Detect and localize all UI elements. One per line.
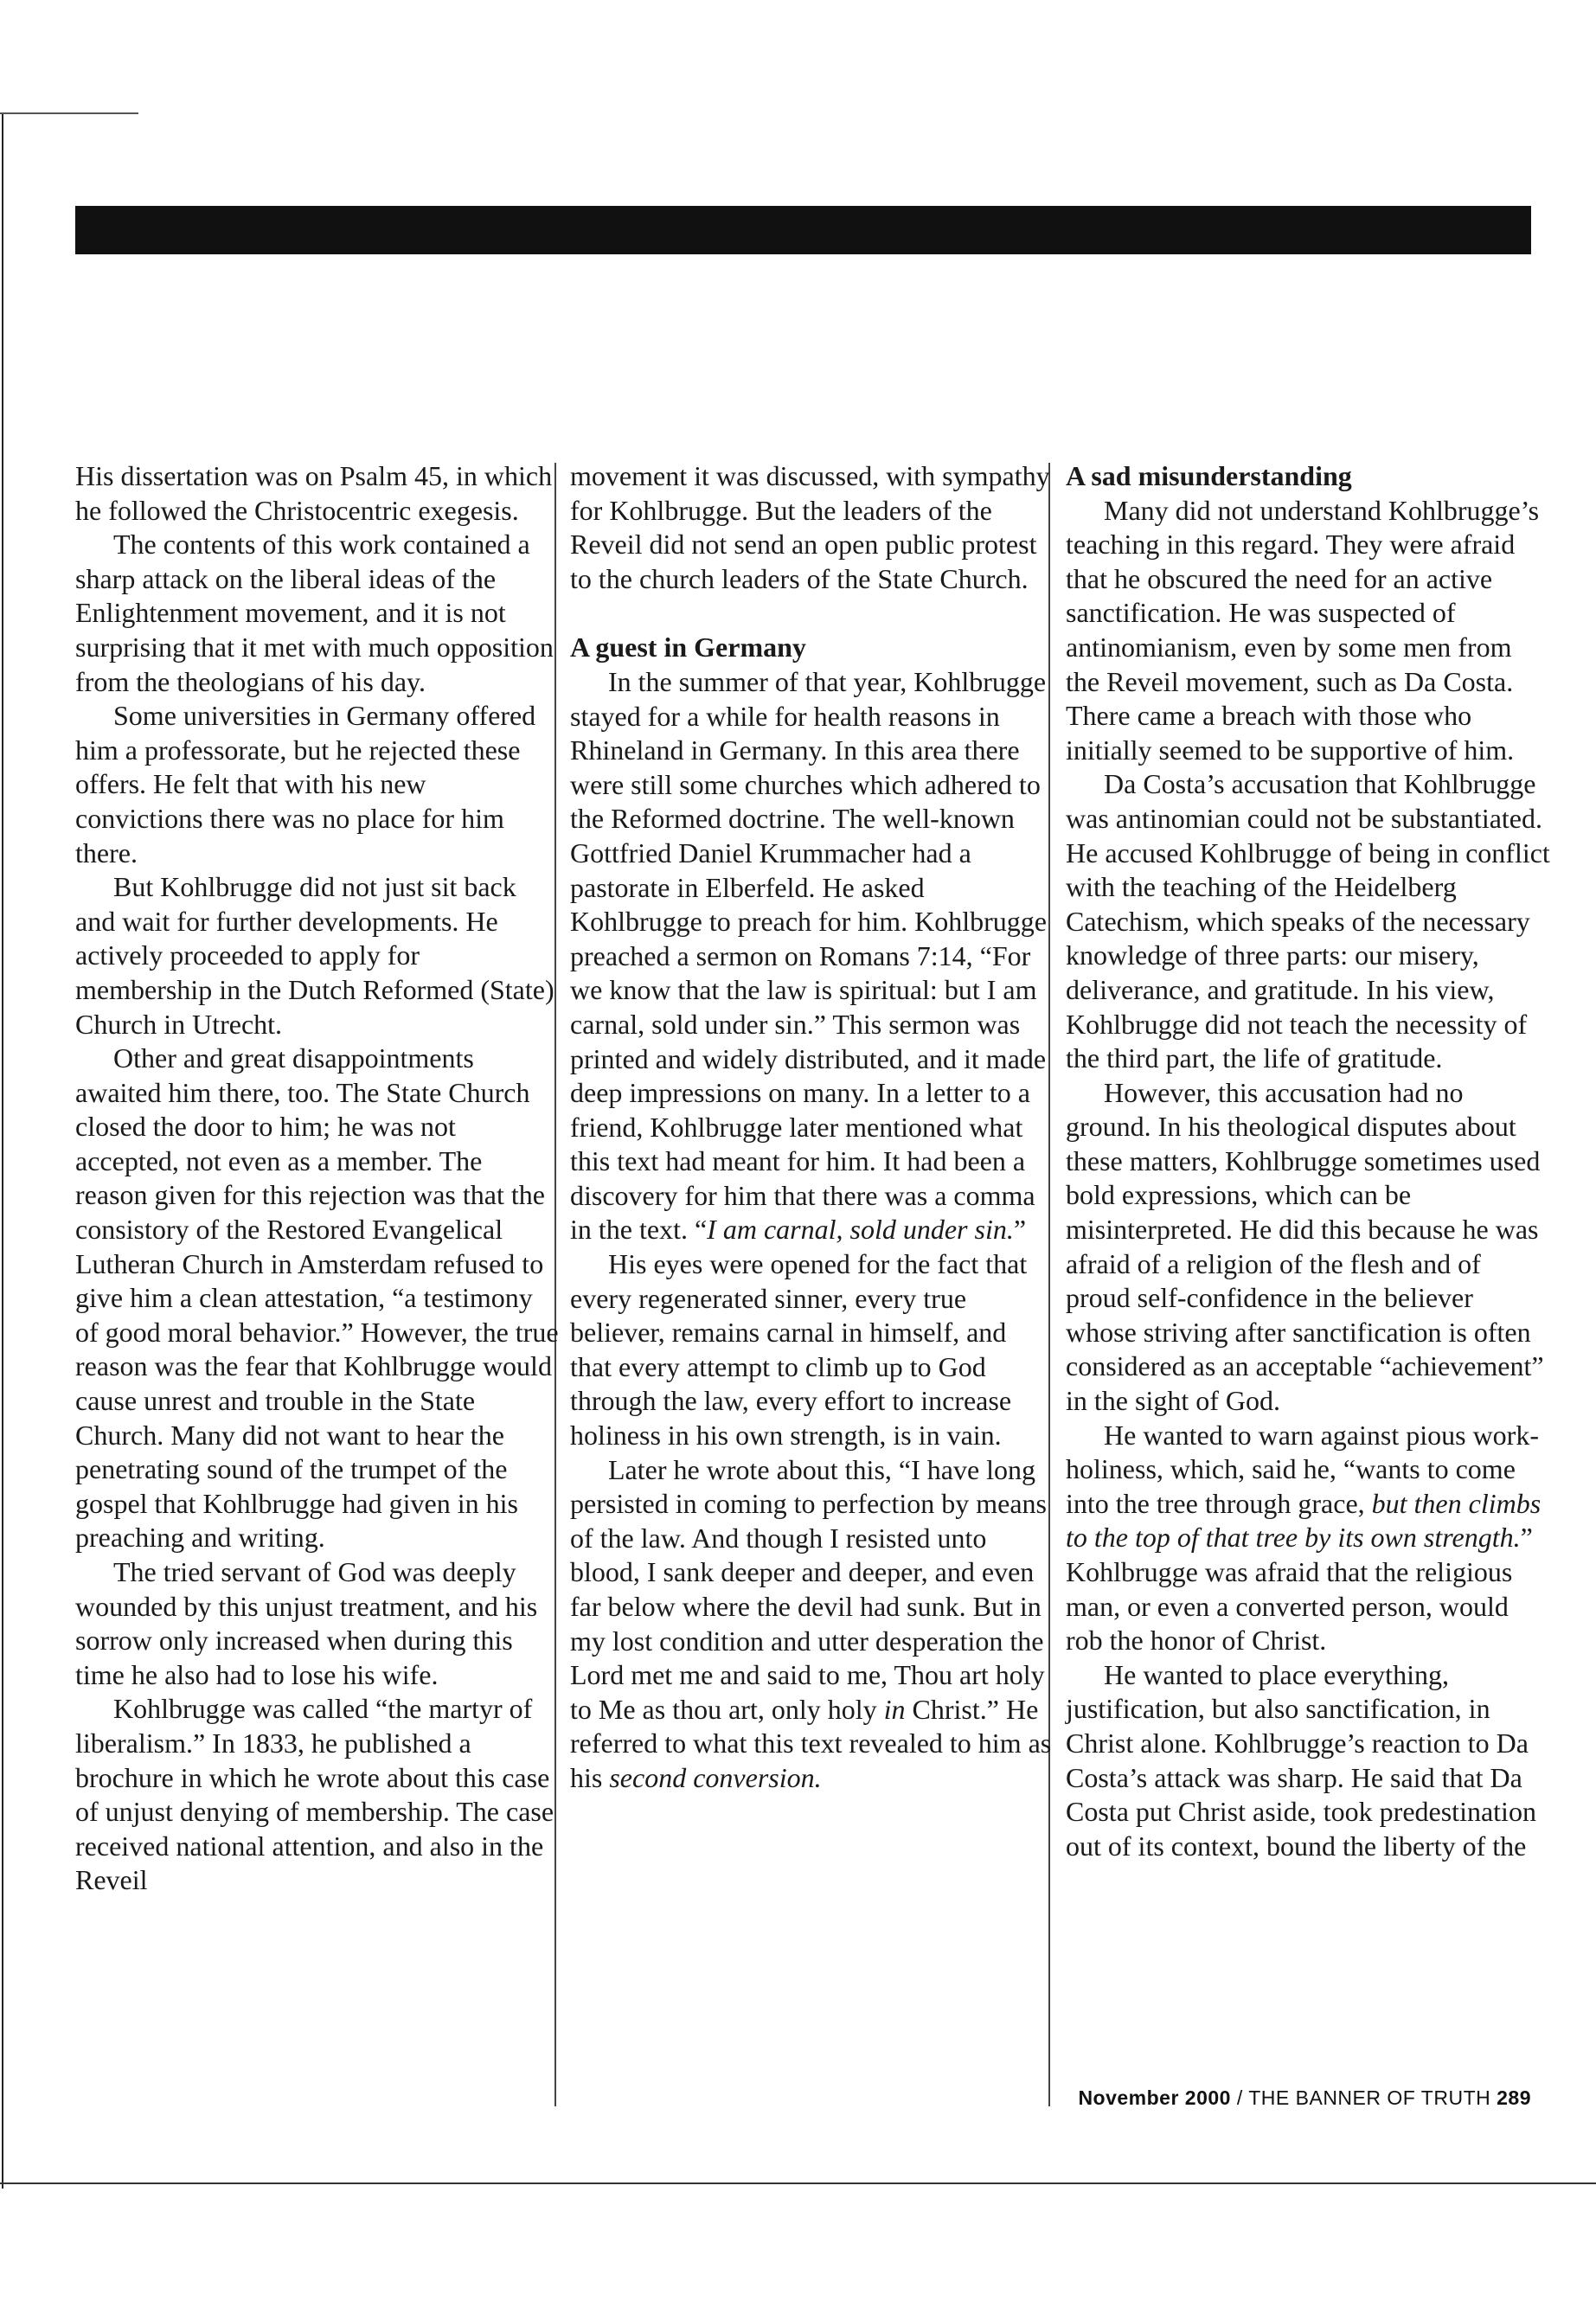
page-edge-left [2, 112, 3, 2189]
paragraph-text: Later he wrote about this, “I have long persisted in coming to perfection by means of the law. And though I resisted unto blood, I sank deeper and deeper, and even far below where the devil had sunk. But in my lost condition and utter desperation the Lord met me and said to me, Thou art holy to Me as thou art, only holy [570, 1453, 1047, 1725]
column-1 [75, 459, 560, 1898]
footer-separator: / [1230, 2086, 1249, 2109]
quote-open: “ [694, 1214, 708, 1246]
quote-close: ” [1013, 1214, 1027, 1246]
paragraph: However, this accusation had no ground. In his theological disputes about these matters, Kohlbrugge sometimes used bold expressions, which can be misinterpreted. He did this because he was afraid of a religion of the flesh and of proud self-confidence in the believer whose striving after sanctification is often considered as an acceptable “achievement” in the sight of God. [1066, 1076, 1544, 1417]
paragraph: He wanted to place everything, justification, but also sanctification, in Christ alone. Kohlbrugge’s reaction to Da Costa’s attack was sharp. He said that Da Costa put Christ aside, took predestination out of its context, bound the liberty of the [1066, 1658, 1536, 1862]
page-bottom-edge [0, 2182, 1596, 2184]
italic-text: in [883, 1693, 906, 1725]
page-edge-top [0, 112, 138, 114]
paragraph: Da Costa’s accusation that Kohlbrugge was antinomian could not be substantiated. He accused Kohlbrugge of being in conflict with the teaching of the Heidelberg Catechism, which speaks of the necessary knowledge of three parts: our misery, deliverance, and gratitude. In his view, Kohlbrugge did not teach the necessity of the third part, the life of gratitude. [1066, 768, 1550, 1074]
paragraph: Some universities in Germany offered him a professorate, but he rejected these offers. He felt that with his new convictions there was no place for him there. [75, 700, 536, 868]
header-bar [75, 206, 1531, 254]
footer-date: November 2000 [1078, 2086, 1231, 2109]
section-gap [570, 596, 1054, 631]
section-heading: A guest in Germany [570, 631, 806, 663]
italic-text: second conversion. [609, 1761, 822, 1793]
paragraph: The contents of this work contained a sharp attack on the liberal ideas of the Enlightenment movement, and it is not surprising that it met with much opposition from the theologians of his day. [75, 529, 554, 697]
italic-text: but then climbs to the top of that tree by its own strength. [1066, 1487, 1542, 1554]
paragraph: Other and great disappointments awaited him there, too. The State Church closed the door to him; he was not accepted, not even as a member. The reason given for this rejection was that the consistory of the Restored Evangelical Lutheran Church in Amsterdam refused to give him a clean attestation, “a testimony of good moral behavior.” However, the true reason was the fear that Kohlbrugge would cause unrest and trouble in the State Church. Many did not want to hear the penetrating sound of the trumpet of the gospel that Kohlbrugge had given in his preaching and writing. [75, 1042, 559, 1554]
paragraph-text: In the summer of that year, Kohlbrugge stayed for a while for health reasons in Rhineland in Germany. In this area there were still some churches which adhered to the Reformed doctrine. The well-known Gottfried Daniel Krummacher had a pastorate in Elberfeld. He asked Kohlbrugge to preach for him. Kohlbrugge preached a sermon on Romans 7:14, “For we know that the law is spiritual: but I am carnal, sold under sin.” This sermon was printed and widely distributed, and it made deep impressions on many. In a letter to a friend, Kohlbrugge later mentioned what this text had meant for him. It had been a discovery for him that there was a comma in the text. [570, 665, 1047, 1246]
paragraph [1066, 1419, 1550, 1658]
paragraph [570, 665, 1054, 1247]
paragraph-continued: movement it was discussed, with sympathy for Kohlbrugge. But the leaders of the Reveil did not send an open public protest to the church leaders of the State Church. [570, 460, 1050, 594]
paragraph: Kohlbrugge was called “the martyr of liberalism.” In 1833, he published a brochure in which he wrote about this case of unjust denying of membership. The case received national attention, and also in the Reveil [75, 1693, 554, 1896]
footer-publication: THE BANNER OF TRUTH [1248, 2086, 1491, 2109]
paragraph: But Kohlbrugge did not just sit back and wait for further developments. He actively proceeded to apply for membership in the Dutch Reformed (State) Church in Utrecht. [75, 871, 554, 1040]
paragraph-text: ” Kohlbrugge was afraid that the religious man, or even a converted person, would rob the honor of Christ. [1066, 1522, 1533, 1657]
paragraph: His dissertation was on Psalm 45, in which he followed the Christocentric exegesis. [75, 460, 553, 526]
italic-quote: I am carnal, sold under sin. [707, 1214, 1014, 1246]
column-3 [1066, 459, 1550, 1863]
page-number: 289 [1497, 2086, 1531, 2109]
paragraph-text: He wanted to warn against pious work-holiness, which, said he, “wants to come into the tree through grace, [1066, 1419, 1539, 1519]
column-2 [570, 459, 1054, 1796]
paragraph [570, 1453, 1054, 1796]
paragraph-text: Christ.” He referred to what this text revealed to him as his [570, 1693, 1052, 1793]
paragraph: The tried servant of God was deeply wounded by this unjust treatment, and his sorrow only increased when during this time he also had to lose his wife. [75, 1556, 538, 1690]
paragraph: His eyes were opened for the fact that every regenerated sinner, every true believer, remains carnal in himself, and that every attempt to climb up to God through the law, every effort to increase holiness in his own strength, is in vain. [570, 1248, 1028, 1452]
page-footer [1034, 2086, 1531, 2110]
section-heading: A sad misunderstanding [1066, 460, 1352, 491]
paragraph: Many did not understand Kohlbrugge’s teaching in this regard. They were afraid that he obscured the need for an active sanctification. He was suspected of antinomianism, even by some men from the Reveil movement, such as Da Costa. There came a breach with those who initially seemed to be supportive of him. [1066, 494, 1540, 766]
